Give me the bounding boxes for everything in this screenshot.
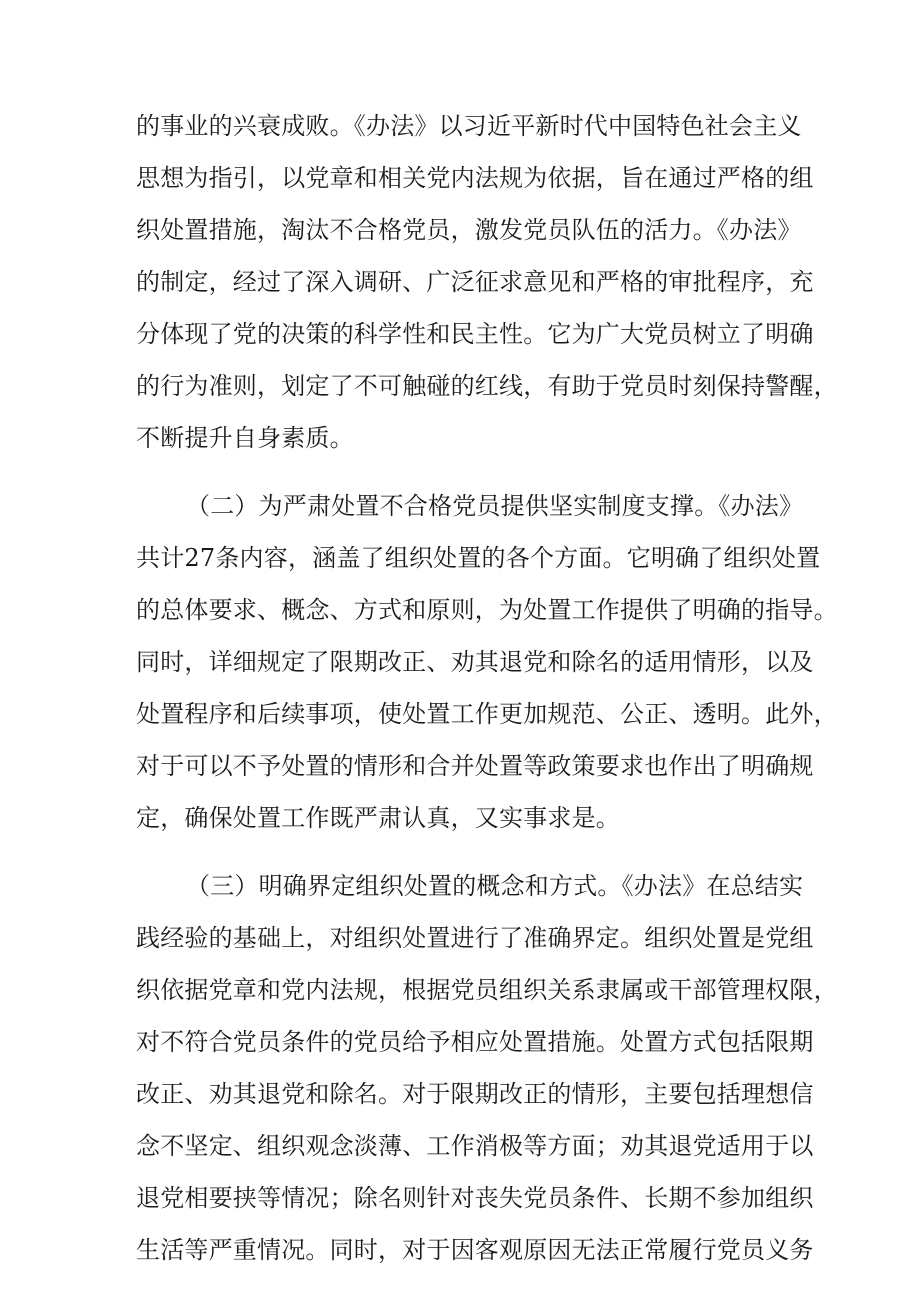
paragraph-line: 生活等严重情况。同时，对于因客观原因无法正常履行党员义务 [136, 1236, 814, 1264]
paragraph-line: 的行为准则，划定了不可触碰的红线，有助于党员时刻保持警醒， [136, 372, 838, 400]
paragraph-heading-line: （二）为严肃处置不合格党员提供坚实制度支撑。《办法》 [186, 492, 804, 520]
paragraph-line: 的事业的兴衰成败。《办法》以习近平新时代中国特色社会主义 [136, 112, 802, 140]
paragraph-line: 的制定，经过了深入调研、广泛征求意见和严格的审批程序，充 [136, 268, 814, 296]
paragraph-line: 退党相要挟等情况；除名则针对丧失党员条件、长期不参加组织 [136, 1184, 814, 1212]
paragraph-line: 处置程序和后续事项，使处置工作更加规范、公正、透明。此外， [136, 700, 838, 728]
paragraph-line: 共计27条内容，涵盖了组织处置的各个方面。它明确了组织处置 [136, 544, 821, 572]
paragraph-line: 改正、劝其退党和除名。对于限期改正的情形，主要包括理想信 [136, 1080, 814, 1108]
paragraph-line: 对于可以不予处置的情形和合并处置等政策要求也作出了明确规 [136, 752, 814, 780]
paragraph-line: 思想为指引，以党章和相关党内法规为依据，旨在通过严格的组 [136, 164, 814, 192]
paragraph-line: 织处置措施，淘汰不合格党员，激发党员队伍的活力。《办法》 [136, 216, 802, 244]
paragraph-line: 践经验的基础上，对组织处置进行了准确界定。组织处置是党组 [136, 924, 814, 952]
paragraph-line: 对不符合党员条件的党员给予相应处置措施。处置方式包括限期 [136, 1028, 814, 1056]
paragraph-line: 同时，详细规定了限期改正、劝其退党和除名的适用情形，以及 [136, 648, 814, 676]
paragraph-line: 织依据党章和党内法规，根据党员组织关系隶属或干部管理权限， [136, 976, 838, 1004]
paragraph-line: 定，确保处置工作既严肃认真，又实事求是。 [136, 804, 620, 832]
paragraph-line: 的总体要求、概念、方式和原则，为处置工作提供了明确的指导。 [136, 596, 838, 624]
paragraph-heading-line: （三）明确界定组织处置的概念和方式。《办法》在总结实 [186, 872, 804, 900]
paragraph-line: 不断提升自身素质。 [136, 424, 354, 452]
paragraph-line: 念不坚定、组织观念淡薄、工作消极等方面；劝其退党适用于以 [136, 1132, 814, 1160]
paragraph-line: 分体现了党的决策的科学性和民主性。它为广大党员树立了明确 [136, 320, 814, 348]
